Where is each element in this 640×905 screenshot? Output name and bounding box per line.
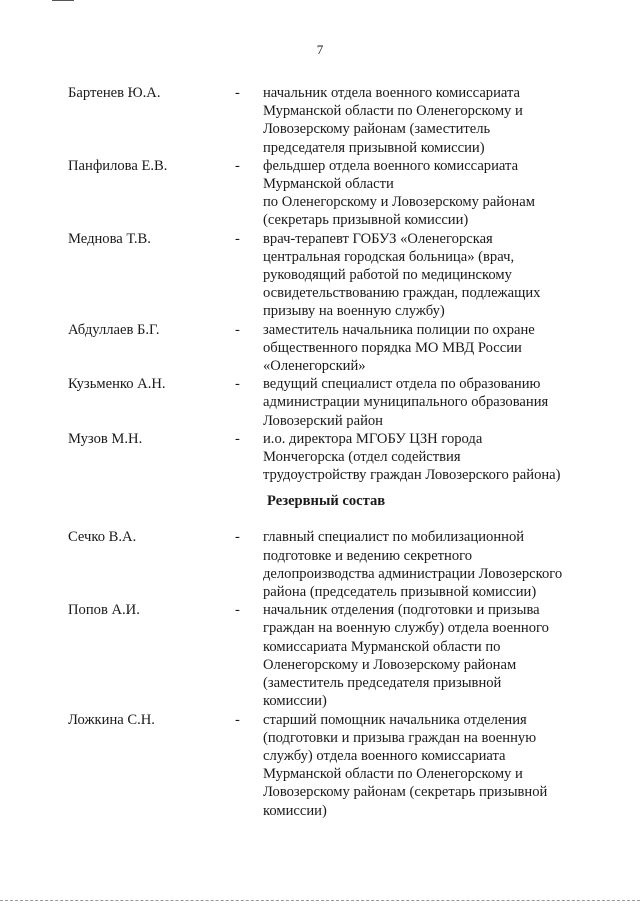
position-line: Оленегорскому и Ловозерскому районам [263, 656, 517, 673]
member-dash: - [235, 602, 240, 619]
page-number: 7 [316, 42, 324, 57]
member-row [68, 375, 608, 430]
member-dash: - [235, 157, 240, 174]
member-row [68, 321, 608, 376]
member-name: Бартенев Ю.А. [68, 85, 161, 101]
member-position [263, 711, 608, 820]
position-line: Мурманской области по Оленегорскому и [263, 103, 523, 120]
position-line: освидетельствованию граждан, подлежащих [263, 285, 541, 302]
member-row [68, 84, 608, 157]
member-name: Панфилова Е.В. [68, 157, 168, 174]
member-name: Музов М.Н. [68, 430, 143, 447]
member-name: Меднова Т.В. [68, 230, 151, 247]
position-line: администрации муниципального образования [263, 394, 549, 411]
position-line: (секретарь призывной комиссии) [263, 212, 469, 229]
position-line: трудоустройству граждан Ловозерского района) [263, 467, 561, 484]
position-line: Мончегорска (отдел содействия [263, 449, 461, 466]
member-name: Кузьменко А.Н. [68, 376, 166, 393]
member-position [263, 157, 608, 230]
position-line: (подготовки и призыва граждан на военную [263, 729, 537, 746]
member-position [263, 321, 608, 376]
position-line: комиссии) [263, 693, 327, 710]
commission-members-list [68, 84, 608, 484]
member-position [263, 528, 608, 601]
member-dash: - [235, 376, 240, 393]
position-line: района (председатель призывной комиссии) [263, 584, 537, 601]
member-dash: - [235, 711, 240, 728]
document-body [68, 84, 608, 820]
member-name: Сечко В.А. [68, 529, 137, 546]
position-line: «Оленегорский» [263, 358, 366, 375]
position-line: делопроизводства администрации Ловозерского [263, 565, 563, 582]
member-position [263, 601, 608, 710]
member-dash: - [235, 529, 240, 546]
position-line: Мурманской области [263, 176, 394, 193]
position-line: Мурманской области по Оленегорскому и [263, 766, 523, 783]
position-line: (заместитель председателя призывной [263, 675, 502, 692]
scan-edge-mark [52, 0, 74, 1]
member-dash: - [235, 430, 240, 447]
position-line: подготовке и ведению секретного [263, 547, 473, 564]
position-line: старший помощник начальника отделения [263, 711, 527, 728]
member-position [263, 230, 608, 321]
member-row [68, 711, 608, 820]
position-line: по Оленегорскому и Ловозерскому районам [263, 194, 535, 211]
member-name: Абдуллаев Б.Г. [68, 321, 160, 338]
position-line: Ловозерский район [263, 412, 383, 429]
position-line: председателя призывной комиссии) [263, 139, 485, 156]
member-dash: - [235, 230, 240, 247]
position-line: граждан на военную службу) отдела военного [263, 620, 549, 637]
member-name: Ложкина С.Н. [68, 711, 155, 728]
position-line: Ловозерскому районам (заместитель [263, 121, 491, 138]
position-line: начальник отделения (подготовки и призыва [263, 602, 540, 619]
member-row [68, 430, 608, 485]
position-line: фельдшер отдела военного комиссариата [263, 157, 519, 174]
position-line: врач-терапевт ГОБУЗ «Оленегорская [263, 230, 493, 247]
member-position [263, 375, 608, 430]
scan-bottom-edge [0, 900, 640, 902]
position-line: руководящий работой по медицинскому [263, 267, 512, 284]
position-line: Ловозерскому районам (секретарь призывной [263, 784, 548, 801]
position-line: общественного порядка МО МВД России [263, 339, 522, 356]
member-row [68, 528, 608, 601]
position-line: призыву на военную службу) [263, 303, 445, 320]
position-line: комиссии) [263, 802, 327, 819]
member-position [263, 430, 608, 485]
position-line: главный специалист по мобилизационной [263, 529, 525, 546]
member-name: Попов А.И. [68, 602, 140, 619]
member-row [68, 230, 608, 321]
reserve-section-title: Резервный состав [267, 493, 386, 510]
member-dash: - [235, 321, 240, 338]
position-line: комиссариата Мурманской области по [263, 638, 501, 655]
member-position [263, 84, 608, 157]
position-line: ведущий специалист отдела по образованию [263, 376, 541, 393]
member-row [68, 601, 608, 710]
position-line: заместитель начальника полиции по охране [263, 321, 535, 338]
member-row [68, 157, 608, 230]
position-line: и.о. директора МГОБУ ЦЗН города [263, 430, 483, 447]
position-line: начальник отдела военного комиссариата [263, 85, 521, 101]
reserve-members-list [68, 528, 608, 819]
position-line: центральная городская больница» (врач, [263, 248, 515, 265]
position-line: службу) отдела военного комиссариата [263, 747, 506, 764]
member-dash: - [235, 85, 240, 101]
